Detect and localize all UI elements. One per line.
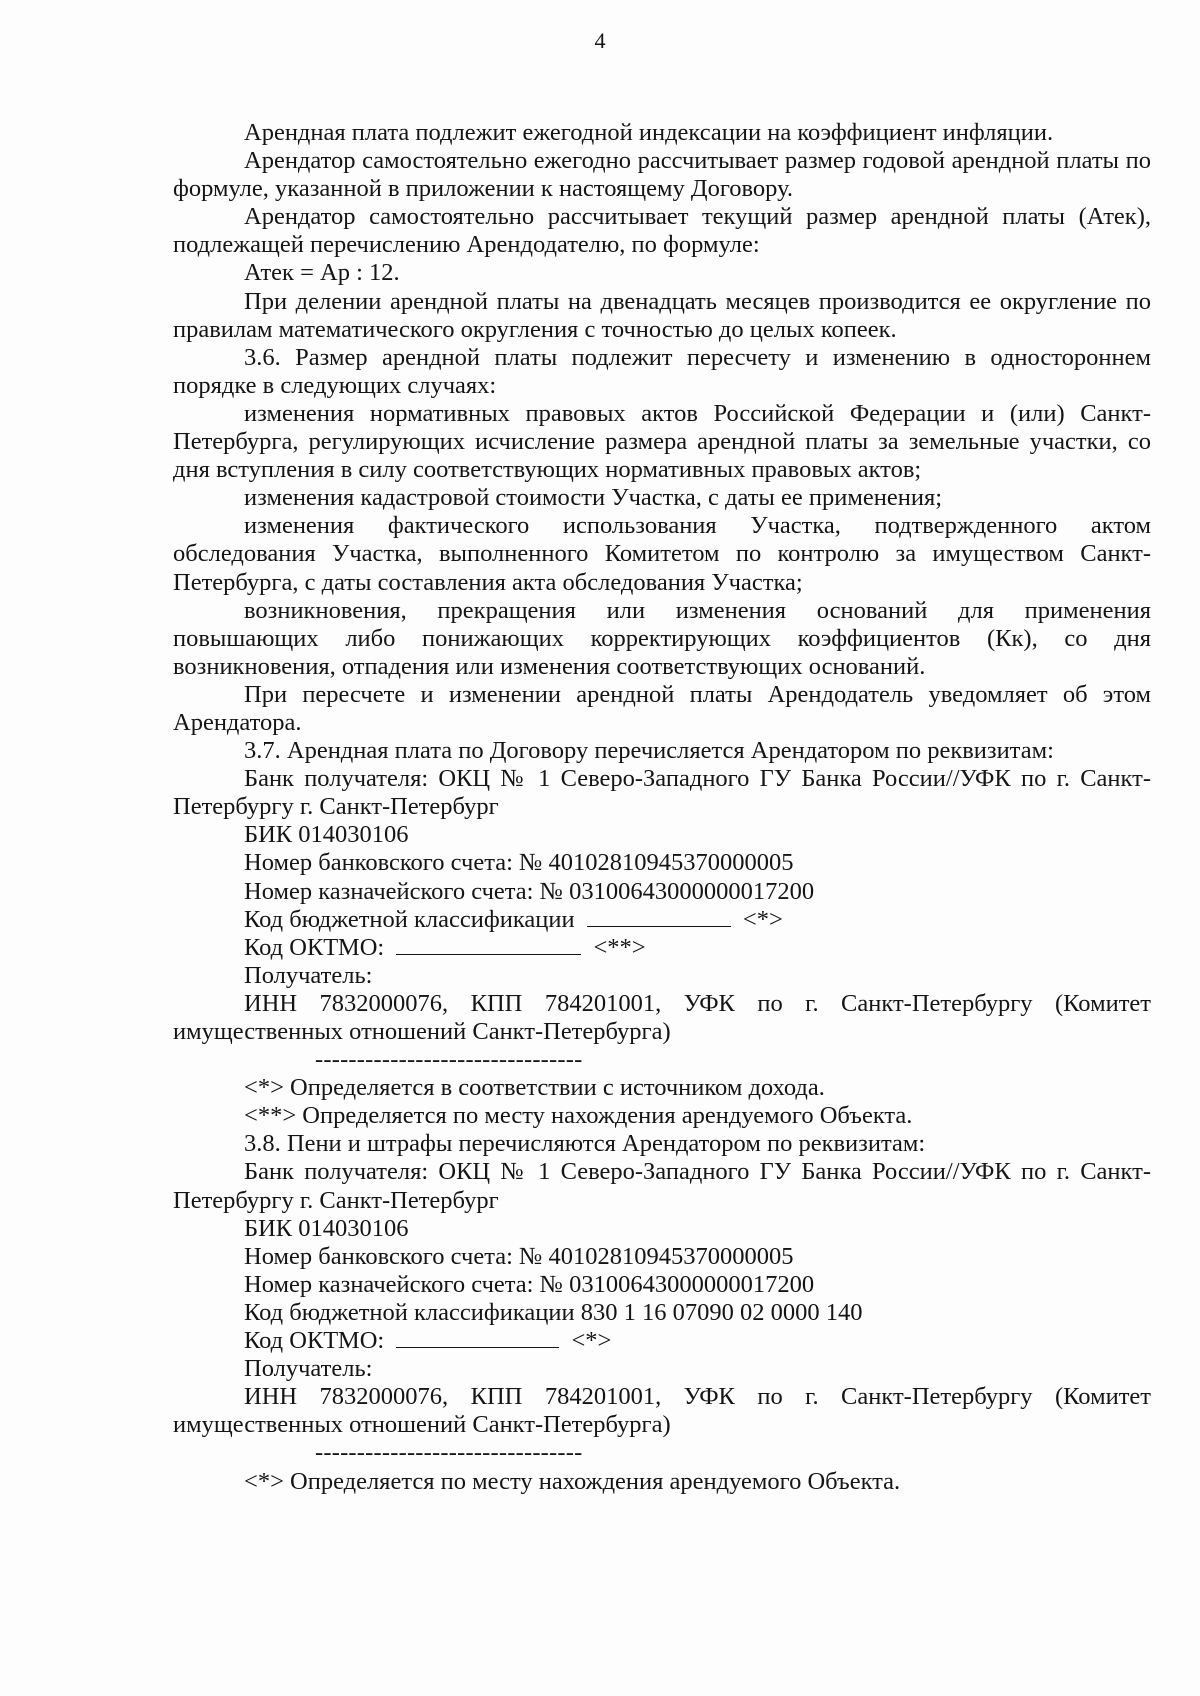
case-coefficient-change: возникновения, прекращения или изменения оснований для применения повышающих либо понижающих корректирующих коэффициентов (Кк), со дня возникновения, отпадения или изменения соответствующих оснований. xyxy=(173,596,1151,680)
budget-code-note-3-7: <*> xyxy=(742,905,783,933)
oktmo-line-3-7 xyxy=(173,934,1151,962)
oktmo-blank-3-8 xyxy=(396,1329,559,1348)
footnote-separator-1 xyxy=(173,1046,1151,1074)
paragraph-rounding: При делении арендной платы на двенадцать месяцев производится ее округление по правилам математического округления с точностью до целых копеек. xyxy=(173,287,1151,343)
footnote-2: <**> Определяется по месту нахождения арендуемого Объекта. xyxy=(244,1102,913,1130)
oktmo-label-3-8: Код ОКТМО: xyxy=(244,1327,385,1355)
treasury-account-3-8: Номер казначейского счета: № 03100643000000017200 xyxy=(244,1270,815,1298)
recipient-heading-3-7: Получатель: xyxy=(244,961,373,989)
bank-recipient-3-8: Банк получателя: ОКЦ № 1 Северо-Западного ГУ Банка России//УФК по г. Санкт-Петербургу г. Санкт-Петербург xyxy=(173,1158,1151,1214)
oktmo-note-3-8: <*> xyxy=(571,1327,612,1355)
recipient-heading-3-8: Получатель: xyxy=(244,1355,373,1383)
section-3-7-heading: 3.7. Арендная плата по Договору перечисляется Арендатором по реквизитам: xyxy=(244,737,1054,765)
paragraph-current-payment: Арендатор самостоятельно рассчитывает текущий размер арендной платы (Атек), подлежащей перечислению Арендодателю, по формуле: xyxy=(173,203,1151,259)
budget-code-label-3-7: Код бюджетной классификации xyxy=(244,905,575,933)
oktmo-label-3-7: Код ОКТМО: xyxy=(244,933,385,961)
case-regulatory-change: изменения нормативных правовых актов Российской Федерации и (или) Санкт-Петербурга, регулирующих исчисление размера арендной платы за земельные участки, со дня вступления в силу соответствующих нормативных правовых актов; xyxy=(173,399,1151,484)
separator-line-2: -------------------------------- xyxy=(315,1439,583,1467)
footnote-1: <*> Определяется в соответствии с источником дохода. xyxy=(244,1074,825,1102)
case-actual-use-change: изменения фактического использования Участка, подтвержденного актом обследования Участка, выполненного Комитетом по контролю за имуществом Санкт-Петербурга, с даты составления акта обследования Участка; xyxy=(173,512,1151,596)
recipient-details-3-7: ИНН 7832000076, КПП 784201001, УФК по г. Санкт-Петербургу (Комитет имущественных отношений Санкт-Петербурга) xyxy=(173,989,1151,1045)
oktmo-line-3-8 xyxy=(173,1327,1151,1355)
document-body xyxy=(173,119,1151,1496)
footnote-separator-2 xyxy=(173,1439,1151,1467)
bank-account-3-7: Номер банковского счета: № 40102810945370000005 xyxy=(244,849,794,877)
budget-code-3-8: Код бюджетной классификации 830 1 16 07090 02 0000 140 xyxy=(244,1298,863,1326)
footnote-3: <*> Определяется по месту нахождения арендуемого Объекта. xyxy=(244,1467,901,1495)
case-cadastral-change: изменения кадастровой стоимости Участка, с даты ее применения; xyxy=(244,484,943,512)
recipient-details-3-8: ИНН 7832000076, КПП 784201001, УФК по г. Санкт-Петербургу (Комитет имущественных отношений Санкт-Петербурга) xyxy=(173,1383,1151,1439)
bik-3-8: БИК 014030106 xyxy=(244,1214,409,1242)
treasury-account-3-7: Номер казначейского счета: № 03100643000000017200 xyxy=(244,877,815,905)
oktmo-blank-3-7 xyxy=(396,936,581,955)
budget-code-line-3-7 xyxy=(173,906,1151,934)
page-number: 4 xyxy=(594,28,606,53)
section-3-8-heading: 3.8. Пени и штрафы перечисляются Арендатором по реквизитам: xyxy=(244,1130,926,1158)
paragraph-indexation: Арендная плата подлежит ежегодной индексации на коэффициент инфляции. xyxy=(244,119,1054,146)
bank-recipient-3-7: Банк получателя: ОКЦ № 1 Северо-Западного ГУ Банка России//УФК по г. Санкт-Петербургу г. Санкт-Петербург xyxy=(173,765,1151,821)
bank-account-3-8: Номер банковского счета: № 40102810945370000005 xyxy=(244,1242,794,1270)
section-3-6-heading: 3.6. Размер арендной платы подлежит пересчету и изменению в одностороннем порядке в следующих случаях: xyxy=(173,343,1151,399)
paragraph-notification: При пересчете и изменении арендной платы Арендодатель уведомляет об этом Арендатора. xyxy=(173,680,1151,736)
separator-line-1: -------------------------------- xyxy=(315,1046,583,1074)
budget-code-blank-3-7 xyxy=(587,908,731,927)
paragraph-annual-calculation: Арендатор самостоятельно ежегодно рассчитывает размер годовой арендной платы по формуле, указанной в приложении к настоящему Договору. xyxy=(173,147,1151,203)
oktmo-note-3-7: <**> xyxy=(593,933,646,961)
bik-3-7: БИК 014030106 xyxy=(244,821,409,849)
formula-line: Атек = Ар : 12. xyxy=(244,259,400,287)
